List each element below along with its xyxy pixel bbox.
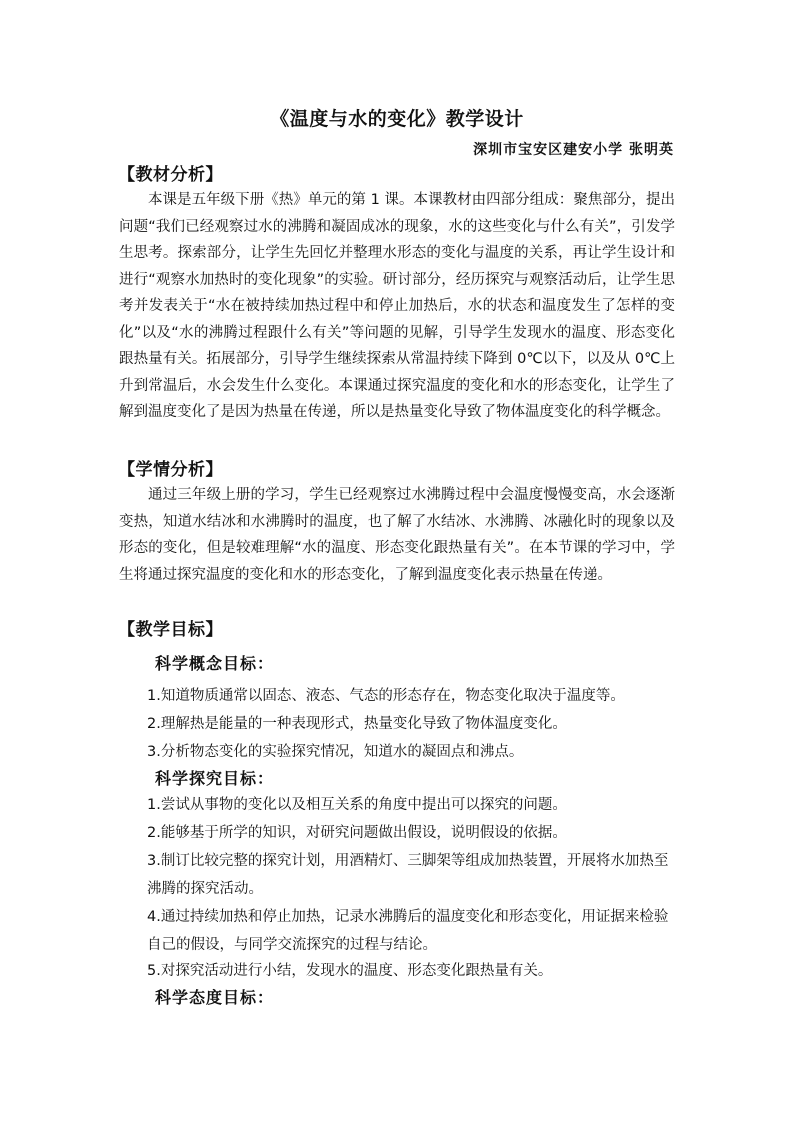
goal-item: 1.尝试从事物的变化以及相互关系的角度中提出可以探究的问题。 xyxy=(147,797,567,813)
subheading-inquiry-goals: 科学探究目标： xyxy=(155,769,275,788)
subheading-concept-goals: 科学概念目标： xyxy=(155,654,275,673)
author-line: 深圳市宝安区建安小学 张明英 xyxy=(473,142,674,158)
section-heading-textbook-analysis: 【教材分析】 xyxy=(118,165,223,185)
document-title: 《温度与水的变化》教学设计 xyxy=(270,108,524,130)
goal-item: 4.通过持续加热和停止加热，记录水沸腾后的温度变化和形态变化，用证据来检验自己的假设，与同学交流探究的过程与结论。 xyxy=(147,909,669,953)
goal-item: 5.对探究活动进行小结，发现水的温度、形态变化跟热量有关。 xyxy=(147,963,553,979)
section-paragraph-student-analysis: 通过三年级上册的学习，学生已经观察过水沸腾过程中会温度慢慢变高，水会逐渐变热，知道水结冰和水沸腾时的温度，也了解了水结冰、水沸腾、冰融化时的现象以及形态的变化，但是较难理解“水的温度、形态变化跟热量有关”。在本节课的学习中，学生将通过探究温度的变化和水的形态变化，了解到温度变化表示热量在传递。 xyxy=(119,487,675,583)
goal-item: 3.制订比较完整的探究计划，用酒精灯、三脚架等组成加热装置，开展将水加热至沸腾的探究活动。 xyxy=(147,853,669,897)
goal-item: 2.能够基于所学的知识，对研究问题做出假设，说明假设的依据。 xyxy=(147,825,567,841)
subheading-attitude-goals: 科学态度目标： xyxy=(155,988,275,1007)
goal-item: 1.知道物质通常以固态、液态、气态的形态存在，物态变化取决于温度等。 xyxy=(147,688,625,704)
goal-item: 3.分析物态变化的实验探究情况，知道水的凝固点和沸点。 xyxy=(147,744,524,760)
goal-item: 2.理解热是能量的一种表现形式，热量变化导致了物体温度变化。 xyxy=(147,716,567,732)
section-paragraph-textbook-analysis: 本课是五年级下册《热》单元的第 1 课。本课教材由四部分组成：聚焦部分，提出问题“我们已经观察过水的沸腾和凝固成冰的现象，水的这些变化与什么有关”，引发学生思考。探索部分，让学生先回忆并整理水形态的变化与温度的关系，再让学生设计和进行“观察水加热时的变化现象”的实验。研讨部分，经历探究与观察活动后，让学生思考并发表关于“水在被持续加热过程中和停止加热后，水的状态和温度发生了怎样的变化”以及“水的沸腾过程跟什么有关”等问题的见解，引导学生发现水的温度、形态变化跟热量有关。拓展部分，引导学生继续探索从常温持续下降到 0℃以下，以及从 0℃上升到常温后，水会发生什么变化。本课通过探究温度的变化和水的形态变化，让学生了解到温度变化了是因为热量在传递，所以是热量变化导致了物体温度变化的科学概念。 xyxy=(119,192,675,420)
section-heading-teaching-goals: 【教学目标】 xyxy=(118,620,223,640)
section-heading-student-analysis: 【学情分析】 xyxy=(118,460,223,480)
